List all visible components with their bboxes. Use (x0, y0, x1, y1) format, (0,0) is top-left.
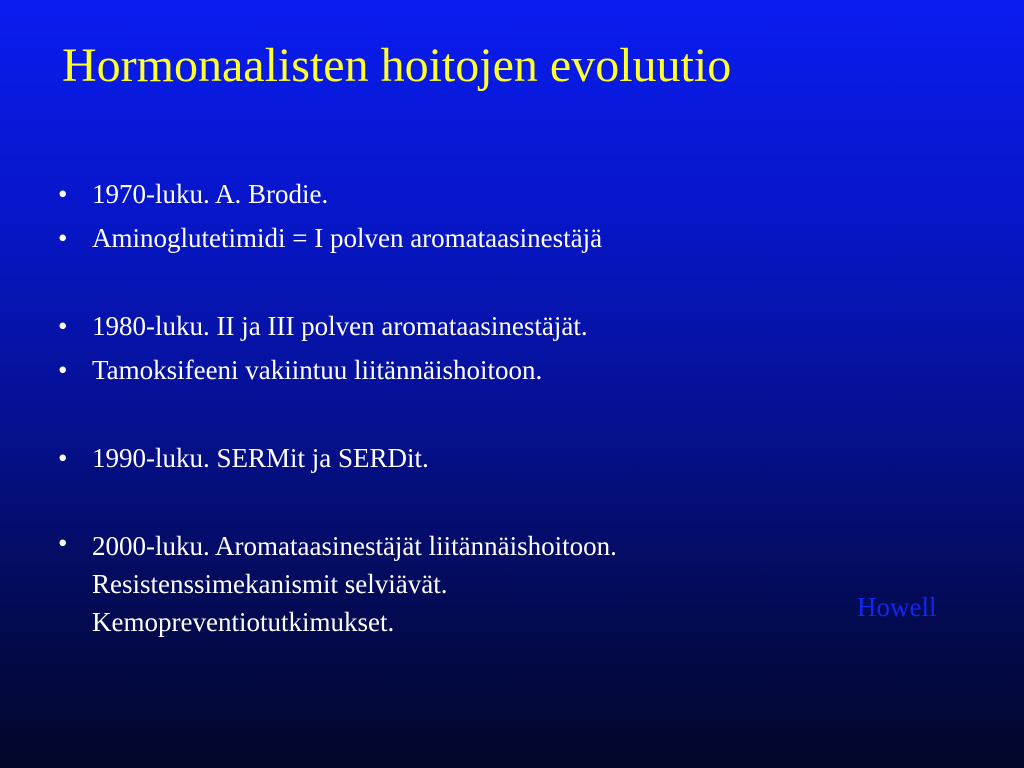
bullet-item-1980 (58, 304, 698, 348)
spacer (58, 392, 698, 436)
bullet-text: 2000-luku. Aromataasinestäjät liitännäishoitoon. Resistenssimekanismit selviävät. Kemopreventiotutkimukset. (92, 531, 617, 637)
bullet-list (58, 172, 698, 641)
bullet-icon: • (58, 179, 68, 209)
bullet-icon: • (58, 311, 68, 341)
bullet-icon: • (58, 223, 68, 253)
bullet-text: 1990-luku. SERMit ja SERDit. (92, 443, 429, 473)
bullet-icon: • (58, 443, 68, 473)
bullet-item-aminoglutetimidi (58, 216, 698, 260)
watermark-text: Howell (857, 592, 937, 622)
spacer (58, 480, 698, 524)
bullet-item-2000 (58, 524, 698, 641)
spacer (58, 260, 698, 304)
bullet-item-tamoksifeeni (58, 348, 698, 392)
bullet-icon: • (58, 355, 68, 385)
slide-title: Hormonaalisten hoitojen evoluutio (62, 39, 732, 92)
bullet-text: 1980-luku. II ja III polven aromataasinestäjät. (92, 311, 588, 341)
bullet-icon: • (58, 528, 68, 558)
bullet-text: Tamoksifeeni vakiintuu liitännäishoitoon. (92, 355, 543, 385)
bullet-item-1990 (58, 436, 698, 480)
bullet-text: 1970-luku. A. Brodie. (92, 179, 329, 209)
bullet-item-1970 (58, 172, 698, 216)
bullet-text: Aminoglutetimidi = I polven aromataasinestäjä (92, 223, 603, 253)
